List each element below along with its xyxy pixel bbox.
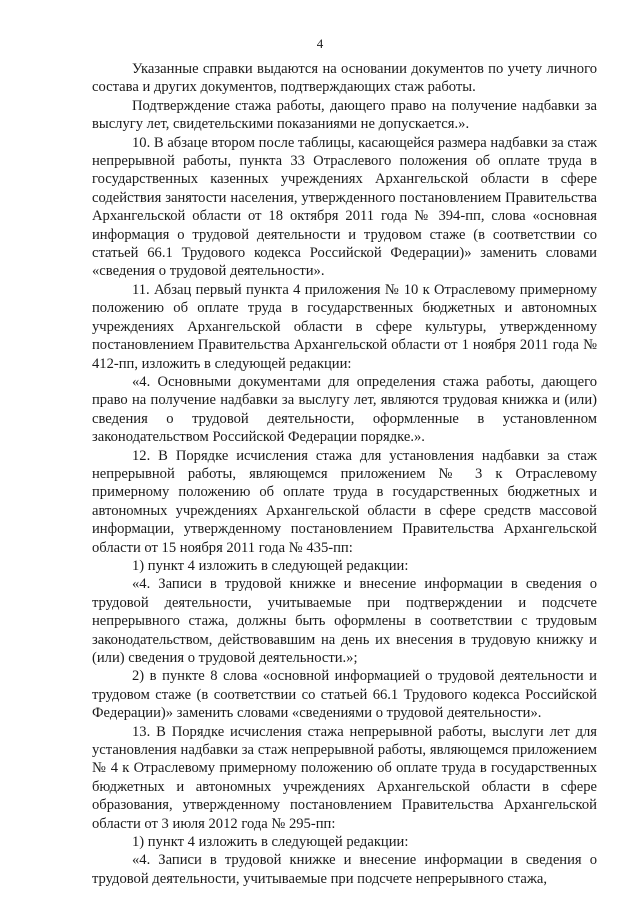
paragraph-item-12-sub-1-quote: «4. Записи в трудовой книжке и внесение информации в сведения о трудовой деятельности, учитываемые при подтверждении и подсчете непрерывного стажа, должны быть оформлены в соответствии с трудовым законодательством, действовавшим на день их внесения в трудовую книжку и (или) сведения о трудовой деятельности.»; — [92, 576, 597, 666]
document-body — [92, 60, 597, 888]
paragraph-item-13: 13. В Порядке исчисления стажа непрерывной работы, выслуги лет для установления надбавки за стаж непрерывной работы, являющемся приложением № 4 к Отраслевому примерному положению об оплате труда в государственных бюджетных и автономных учреждениях Архангельской области в сфере образования, утвержденному постановлением Правительства Архангельской области от 3 июля 2012 года № 295-пп: — [92, 723, 597, 832]
paragraph-item-13-sub-1-quote: «4. Записи в трудовой книжке и внесение информации в сведения о трудовой деятельности, учитываемые при подсчете непрерывного стажа, — [92, 852, 597, 887]
paragraph-item-10: 10. В абзаце втором после таблицы, касающейся размера надбавки за стаж непрерывной работы, пункта 33 Отраслевого положения об оплате труда в государственных казенных учреждениях Архангельской области в сфере содействия занятости населения, утвержденного постановлением Правительства Архангельской области от 18 октября 2011 года № 394-пп, слова «основная информация о трудовой деятельности и трудовом стаже (в соответствии со статьей 66.1 Трудового кодекса Российской Федерации)» заменить словами «сведения о трудовой деятельности». — [92, 134, 597, 280]
paragraph-item-13-sub-1: 1) пункт 4 изложить в следующей редакции: — [132, 834, 409, 851]
page-number: 4 — [316, 36, 324, 51]
paragraph-witness-testimony: Подтверждение стажа работы, дающего право на получение надбавки за выслугу лет, свидетельскими показаниями не допускается.». — [92, 97, 597, 133]
paragraph-item-12: 12. В Порядке исчисления стажа для установления надбавки за стаж непрерывной работы, являющемся приложением № 3 к Отраслевому примерному положению об оплате труда в государственных бюджетных и автономных учреждениях Архангельской области в сфере средств массовой информации, утвержденному постановлением Правительства Архангельской области от 15 ноября 2011 года № 435-пп: — [92, 447, 597, 556]
paragraph-item-12-sub-1: 1) пункт 4 изложить в следующей редакции: — [132, 557, 409, 574]
paragraph-item-11: 11. Абзац первый пункта 4 приложения № 10 к Отраслевому примерному положению об оплате труда в государственных бюджетных и автономных учреждениях Архангельской области в сфере культуры, утвержденному постановлением Правительства Архангельской области от 1 ноября 2011 года № 412-пп, изложить в следующей редакции: — [92, 281, 597, 372]
paragraph-item-11-quote: «4. Основными документами для определения стажа работы, дающего право на получение надбавки за выслугу лет, являются трудовая книжка и (или) сведения о трудовой деятельности, оформленные в установленном законодательством Российской Федерации порядке.». — [92, 373, 597, 446]
paragraph-item-12-sub-2: 2) в пункте 8 слова «основной информацией о трудовой деятельности и трудовом стаже (в соответствии со статьей 66.1 Трудового кодекса Российской Федерации)» заменить словами «сведениями о трудовой деятельности». — [92, 668, 597, 722]
paragraph-certificates-basis: Указанные справки выдаются на основании документов по учету личного состава и других документов, подтверждающих стаж работы. — [92, 61, 597, 96]
